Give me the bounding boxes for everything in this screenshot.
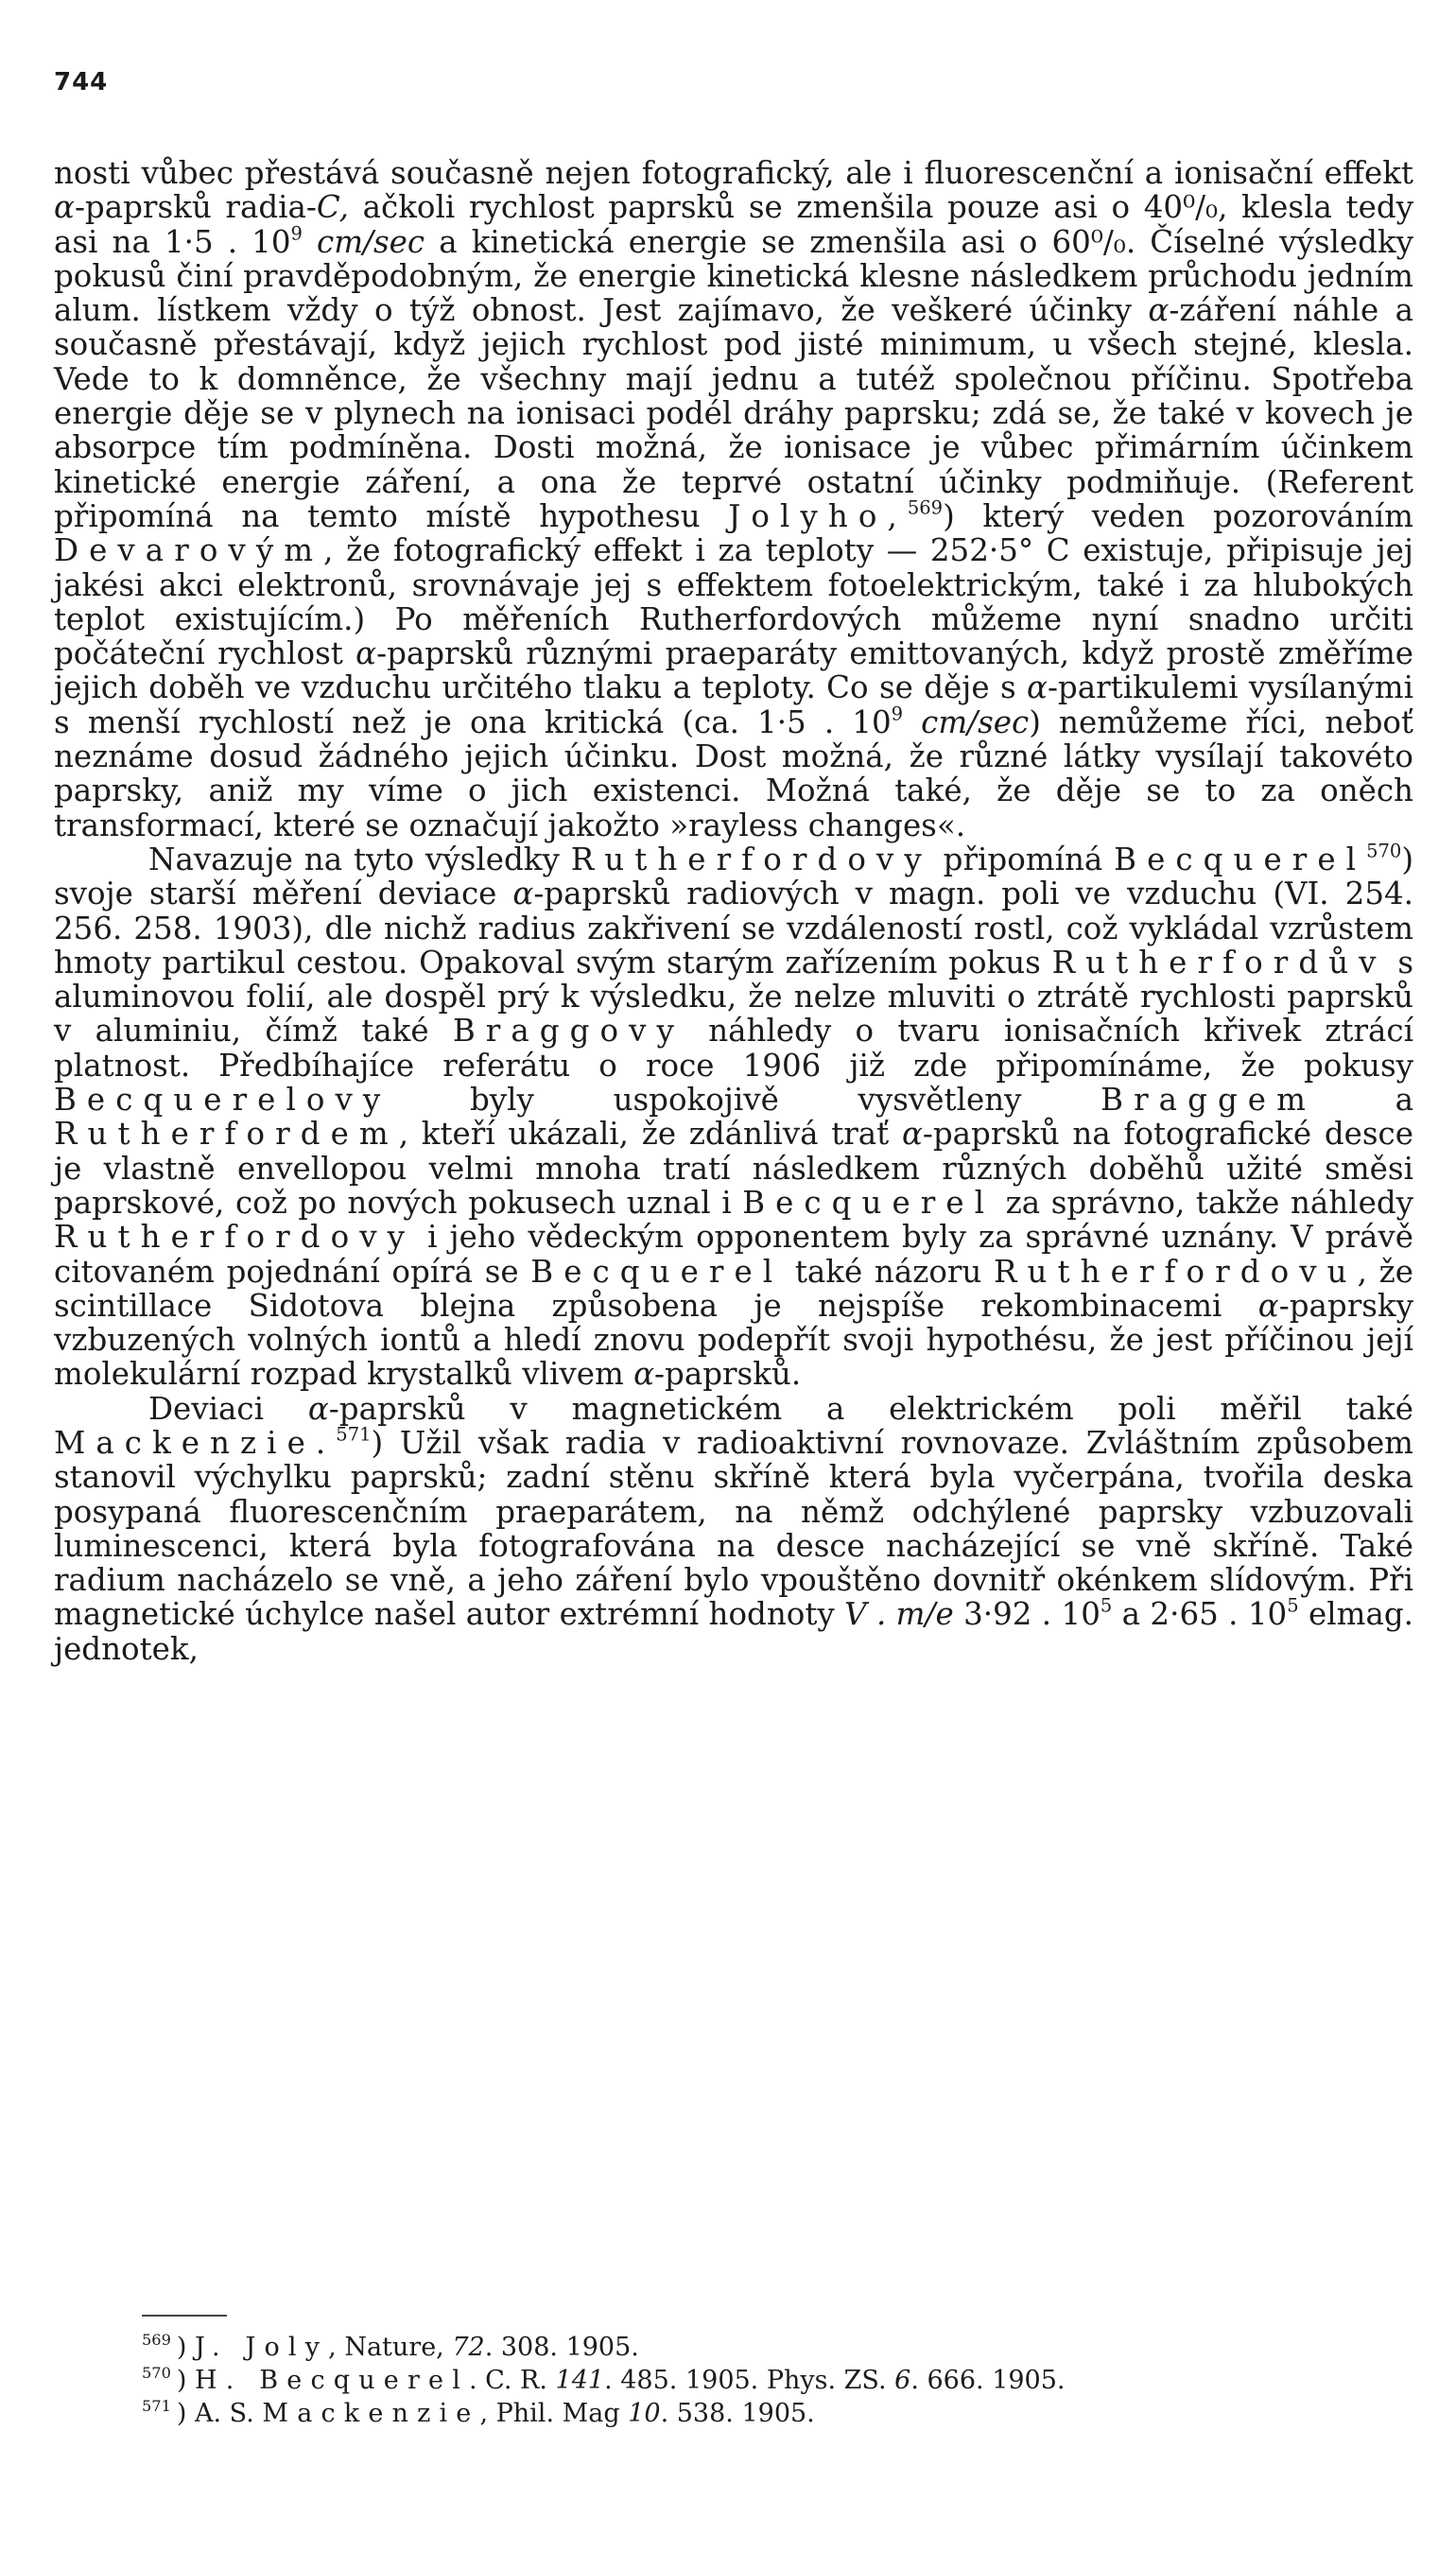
text-run: s aluminovou folií, ale dospěl prý k výsledku, že nelze mluviti o ztrátě rychlosti paprsků v aluminiu, čímž také — [54, 944, 1413, 1050]
page-number: 744 — [54, 68, 109, 96]
footnote-mark: 571 — [142, 2396, 171, 2415]
text-run: . 308. 1905. — [484, 2333, 639, 2362]
footnote-ref: 569 — [907, 496, 944, 519]
author-name: Rutherfordovy — [570, 841, 932, 877]
author-name: Becquerel — [1114, 841, 1367, 877]
author-name: Braggovy — [452, 1013, 685, 1050]
text-run: , klesla tedy asi na 1·5 . 10 — [54, 189, 1413, 260]
text-run: , Nature, — [328, 2333, 453, 2362]
footnote-570 — [142, 2364, 1324, 2397]
alpha-symbol: α — [1148, 292, 1170, 329]
exponent: 5 — [1100, 1594, 1113, 1617]
text-run: ) — [176, 2333, 196, 2362]
text-run: za správno, takže náhledy — [995, 1184, 1413, 1221]
alpha-symbol: α — [1257, 1287, 1279, 1324]
author-name: Becquerel — [742, 1184, 996, 1221]
text-run: -paprsků radia- — [74, 189, 317, 226]
footnote-ref: 570 — [1366, 840, 1402, 862]
radium-c-label: C, — [316, 189, 349, 226]
text-run: . 538. 1905. — [660, 2399, 815, 2428]
text-run: také názoru — [783, 1253, 995, 1290]
volume: 72 — [452, 2333, 485, 2362]
unit: cm/sec — [921, 703, 1030, 740]
text-run: a 2·65 . 10 — [1112, 1596, 1288, 1633]
author-name: Rutherfordovy — [54, 1219, 416, 1256]
alpha-symbol: α — [901, 1116, 923, 1153]
author-name: Rutherfordův — [1051, 944, 1387, 981]
body-text — [54, 156, 1413, 1666]
paragraph — [54, 1392, 1413, 1666]
author-name: Mackenzie — [262, 2399, 480, 2428]
volume: 141 — [555, 2366, 605, 2395]
text-run: -paprsky vzbuzených volných iontů a hledí znovu podepřít svoji hypothésu, že jest příčinou její molekulární rozpad krystalků vlivem — [54, 1287, 1413, 1393]
alpha-symbol: α — [1026, 669, 1048, 706]
text-run: . 485. 1905. Phys. ZS. — [604, 2366, 895, 2395]
text-run: -partikulemi vysílanými s menší rychlostí než je ona kritická (ca. 1·5 . 10 — [54, 669, 1413, 740]
text-run: , kteří ukázali, že zdánlivá trať — [398, 1116, 902, 1153]
footnote-ref: 571 — [336, 1423, 372, 1446]
text-run: elmag. jednotek, — [54, 1596, 1414, 1667]
alpha-symbol: α — [54, 189, 75, 226]
text-run: . Číselné výsledky pokusů činí pravděpodobným, že energie kinetická klesne následkem průchodu jedním alum. lístkem vždy o týž obnost. Jest zajímavo, že veškeré účinky — [54, 223, 1413, 329]
text-run: ) — [176, 2366, 196, 2395]
footnote-mark: 570 — [142, 2363, 171, 2382]
text-run: Navazuje na tyto výsledky — [148, 841, 571, 877]
author-name: H. Becquerel — [195, 2366, 470, 2395]
author-name: Becquerel — [530, 1253, 784, 1290]
text-run: . 666. 1905. — [910, 2366, 1066, 2395]
text-run: , že scintillace Sidotova blejna způsobena je nejspíše rekombinacemi — [54, 1253, 1413, 1324]
text-run: ) A. S. — [176, 2399, 263, 2428]
text-run: , Phil. Mag — [479, 2399, 629, 2428]
text-run: a — [1315, 1082, 1413, 1119]
text-run: ) který veden pozorováním — [943, 497, 1413, 534]
text-run: -paprsků na fotografické desce je vlastně envellopou velmi mnoha tratí následkem různých doběhů užité směsi paprskové, což po nových pokusech uznal i — [54, 1116, 1413, 1221]
footnotes — [142, 2331, 1324, 2430]
alpha-symbol: α — [512, 876, 534, 912]
text-run: připomíná — [931, 841, 1115, 877]
text-run: byly uspokojivě vysvětleny — [390, 1082, 1101, 1119]
text-run: Deviaci — [148, 1390, 308, 1427]
text-run: náhledy o tvaru ionisačních křivek ztrácí platnost. Předbíhajíce referátu o roce 1906 již zde připomínáme, že pokusy — [54, 1013, 1414, 1084]
text-run: 3·92 . 10 — [953, 1596, 1101, 1633]
footnote-divider — [142, 2315, 227, 2317]
volume: 6 — [894, 2366, 911, 2395]
exponent: 9 — [290, 221, 303, 244]
author-name: Rutherfordem — [54, 1116, 399, 1153]
paragraph — [54, 156, 1413, 842]
alpha-symbol: α — [307, 1390, 329, 1427]
exponent: 9 — [891, 703, 904, 725]
percent-sign: ⁰/₀ — [1183, 189, 1219, 226]
text-run: -záření náhle a současně přestávají, když jejich rychlost pod jisté minimum, u všech stejné, klesla. Vede to k domněnce, že všechny mají jednu a tutéž společnou příčinu. Spotřeba energie děje se v plynech na ionisaci podél dráhy paprsku; zdá se, že také v kovech je absorpce tím podmíněna. Dosti možná, že ionisace je vůbec přimárním účinkem kinetické energie záření, a ona že teprvé ostatní účinky podmiňuje. (Referent připomíná na temto místě hypothesu — [54, 292, 1413, 534]
text-run: . C. R. — [469, 2366, 556, 2395]
text-run: nosti vůbec přestává současně nejen fotografický, ale i fluorescenční a ionisační effekt — [54, 155, 1413, 191]
text-run: ) Užil však radia v radioaktivní rovnovaze. Zvláštním způsobem stanovil výchylku paprsků; zadní stěnu skříně která byla vyčerpána, tvořila deska posypaná fluorescenčním praeparátem, na němž odchýlené paprsky vzbuzovali luminescenci, která byla fotografována na desce nacházející se vně skříně. Také radium nacházelo se vně, a jeho záření bylo vpouštěno dovnitř okénkem slídovým. Při magnetické úchylce našel autor extrémní hodnoty — [54, 1424, 1413, 1633]
author-name: Jolyho, — [728, 497, 908, 534]
text-run: , že fotografický effekt i za teploty — 252·5° C existuje, připisuje jej jakési akci elektronů, srovnávaje jej s effektem fotoelektrickým, také i za hlubokých teplot existujícím.) Po měřeních Rutherfordových můžeme nyní snadno určiti počáteční rychlost — [54, 532, 1413, 672]
alpha-symbol: α — [633, 1356, 655, 1393]
author-name: Mackenzie. — [54, 1424, 337, 1461]
author-name: Rutherfordovu — [994, 1253, 1358, 1290]
percent-sign: ⁰/₀ — [1090, 223, 1126, 260]
alpha-symbol: α — [355, 635, 377, 672]
text-run: ačkoli rychlost paprsků se zmenšila pouze asi o 40 — [348, 189, 1184, 226]
author-name: J. Joly — [195, 2333, 329, 2362]
exponent: 5 — [1287, 1594, 1299, 1617]
paragraph — [54, 842, 1413, 1392]
author-name: Braggem — [1101, 1082, 1316, 1119]
text-run: ) nemůžeme říci, neboť neznáme dosud žádného jejich účinku. Dost možná, že různé látky vysílají takovéto paprsky, aniž my víme o jich existenci. Možná také, že děje se to za oněch transformací, které se označují jakožto »rayless changes«. — [54, 703, 1413, 843]
text-run: -paprsků v magnetickém a elektrickém poli měřil také — [328, 1390, 1413, 1427]
text-run: -paprsků radiových v magn. poli ve vzduchu (VI. 254. 256. 258. 1903), dle nichž radius zakřivení se vzdáleností rostl, což vykládal vzrůstem hmoty partikul cestou. Opakoval svým starým zařízením pokus — [54, 876, 1414, 981]
author-name: Becquerelovy — [54, 1082, 391, 1119]
text-run: i jeho vědeckým opponentem byly za správné uznány. V právě citovaném pojednání opírá se — [54, 1219, 1413, 1290]
footnote-571 — [142, 2397, 1324, 2430]
text-run: -paprsků různými praeparáty emittovaných, když prostě změříme jejich doběh ve vzduchu určitého tlaku a teploty. Co se děje s — [54, 635, 1413, 706]
text-run: ) svoje starší měření deviace — [54, 841, 1413, 912]
unit: cm/sec — [317, 223, 425, 260]
footnote-569 — [142, 2331, 1324, 2364]
footnote-mark: 569 — [142, 2330, 171, 2349]
text-run: -paprsků. — [654, 1356, 802, 1393]
volume: 10 — [628, 2399, 661, 2428]
text-run: a kinetická energie se zmenšila asi o 60 — [425, 223, 1091, 260]
author-name: Devarovým — [54, 532, 324, 569]
formula: V . m/e — [844, 1596, 954, 1633]
